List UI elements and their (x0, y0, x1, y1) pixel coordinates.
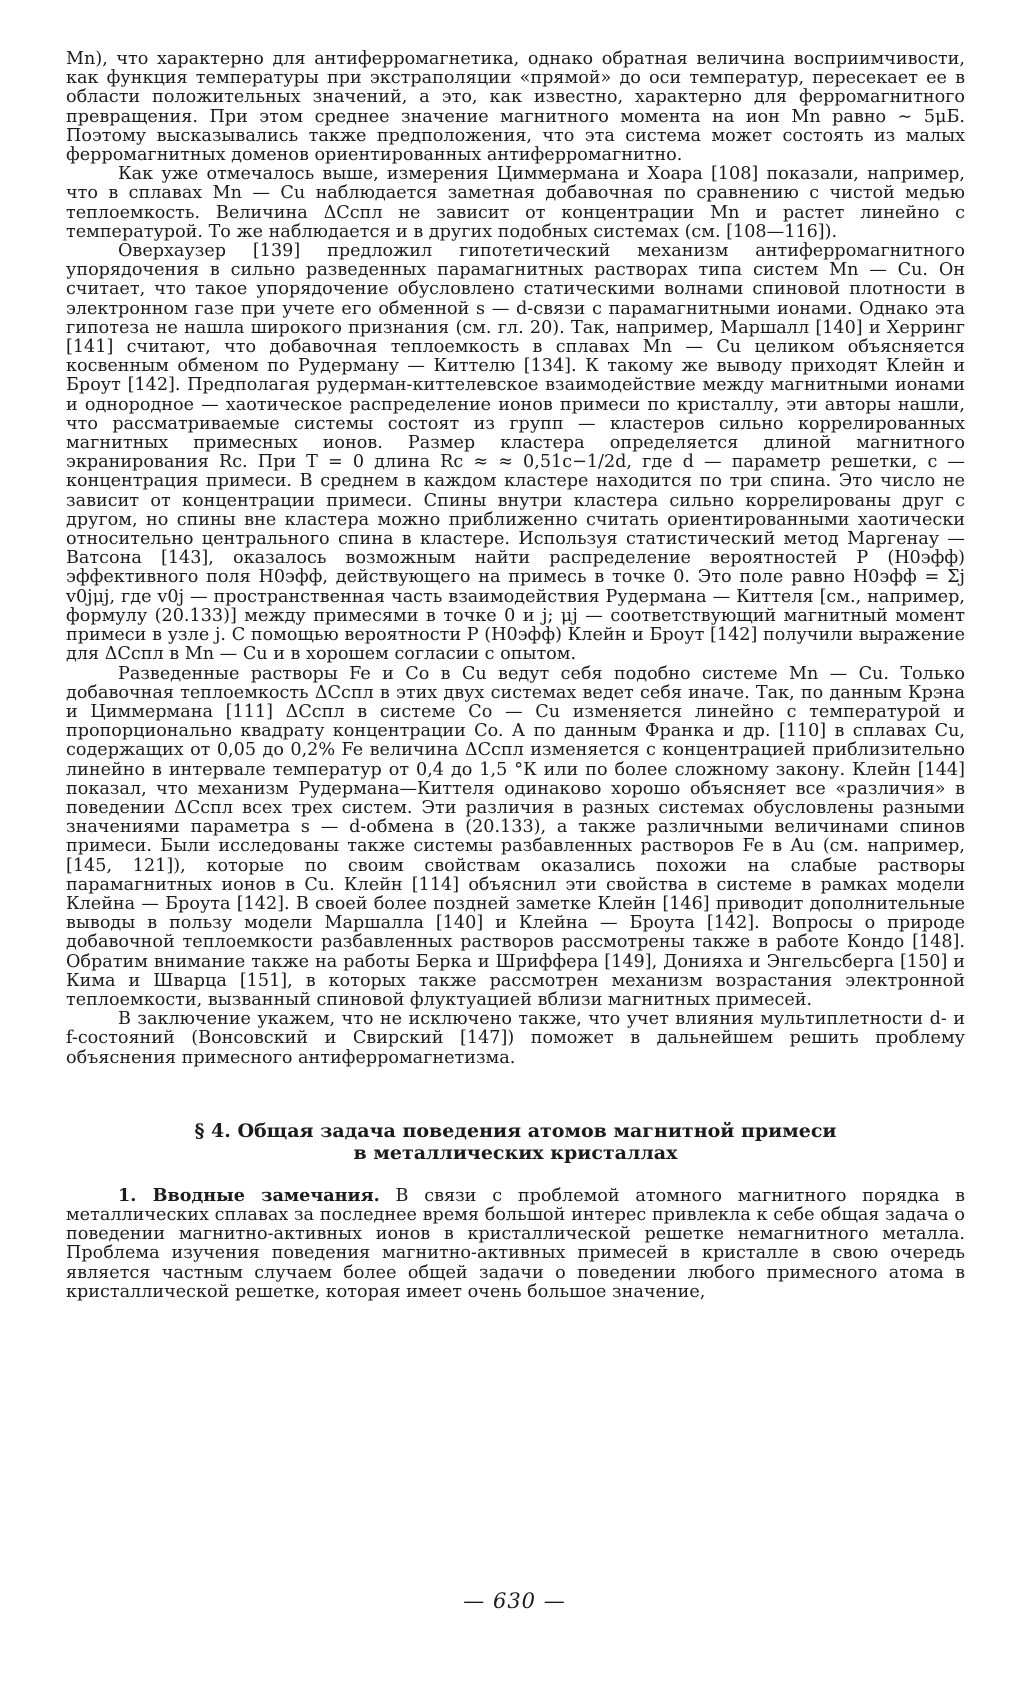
paragraph-conclusion: В заключение укажем, что не исключено также, что учет влияния мультиплетности d- и f-состояний (Вонсовский и Свирский [147]) поможет в дальнейшем решить проблему объяснения примесного антиферромагнетизма. (66, 1009, 965, 1068)
paragraph-continued: Mn), что характерно для антиферромагнетика, однако обратная величина восприимчивости, как функция температуры при экстраполяции «прямой» до оси температур, пересекает ее в области положительных значений, а это, как известно, характерно для ферромагнитного превращения. При этом среднее значение магнитного момента на ион Mn равно ∼ 5μБ. Поэтому высказывались также предположения, что эта система может состоять из малых ферромагнитных доменов ориентированных антиферромагнитно. (66, 49, 965, 166)
subsection-lead: 1. Вводные замечания. (118, 1184, 380, 1206)
section-heading-line-1: § 4. Общая задача поведения атомов магнитной примеси (194, 1119, 837, 1142)
page-number: — 630 — (463, 1589, 566, 1613)
section-heading (66, 1120, 965, 1164)
section-heading-line-2: в металлических кристаллах (353, 1141, 678, 1164)
paragraph-specific-heat: Как уже отмечалось выше, измерения Циммермана и Хоара [108] показали, например, что в сплавах Mn — Cu наблюдается заметная добавочная по сравнению с чистой медью теплоемкость. Величина ΔCспл не зависит от концентрации Mn и растет линейно с температурой. То же наблюдается и в других подобных системах (см. [108—116]). (66, 164, 965, 242)
paragraph-overhauser: Оверхаузер [139] предложил гипотетический механизм антиферромагнитного упорядочения в сильно разведенных парамагнитных растворах типа систем Mn — Cu. Он считает, что такое упорядочение обусловлено статическими волнами спиновой плотности в электронном газе при учете его обменной s — d-связи с парамагнитными ионами. Однако эта гипотеза не нашла широкого признания (см. гл. 20). Так, например, Маршалл [140] и Херринг [141] считают, что добавочная теплоемкость в сплавах Mn — Cu целиком объясняется косвенным обменом по Рудерману — Киттелю [134]. К такому же выводу приходят Клейн и Броут [142]. Предполагая рудерман-киттелевское взаимодействие между магнитными ионами и однородное — хаотическое распределение ионов примеси по кристаллу, эти авторы нашли, что рассматриваемые системы состоят из групп — кластеров сильно коррелированных магнитных примесных ионов. Размер кластера определяется длиной магнитного экранирования Rc. При T = 0 длина Rc ≈ ≈ 0,51c−1/2d, где d — параметр решетки, c — концентрация примеси. В среднем в каждом кластере находится по три спина. Это число не зависит от концентрации примеси. Спины внутри кластера сильно коррелированы друг с другом, но спины вне кластера можно приближенно считать ориентированными хаотически относительно центрального спина в кластере. Используя статистический метод Маргенау — Ватсона [143], оказалось возможным найти распределение вероятностей P (H0эфф) эффективного поля H0эфф, действующего на примесь в точке 0. Это поле равно H0эфф = Σj v0jμj, где v0j — пространственная часть взаимодействия Рудермана — Киттеля [см., например, формулу (20.133)] между примесями в точке 0 и j; μj — соответствующий магнитный момент примеси в узле j. С помощью вероятности P (H0эфф) Клейн и Броут [142] получили выражение для ΔCспл в Mn — Cu и в хорошем согласии с опытом. (66, 241, 965, 665)
subsection-text: В связи с проблемой атомного магнитного порядка в металлических сплавах за последнее время большой интерес привлекла к себе общая задача о поведении магнитно-активных ионов в кристаллической решетке немагнитного металла. Проблема изучения поведения магнитно-активных примесей в кристалле в свою очередь является частным случаем более общей задачи о поведении любого примесного атома в кристаллической решетке, которая имеет очень большое значение, (66, 1185, 965, 1302)
paragraph-fe-co-solutions: Разведенные растворы Fe и Co в Cu ведут себя подобно системе Mn — Cu. Только добавочная теплоемкость ΔCспл в этих двух системах ведет себя иначе. Так, по данным Крэна и Циммермана [111] ΔCспл в системе Co — Cu изменяется линейно с температурой и пропорционально квадрату концентрации Co. А по данным Франка и др. [110] в сплавах Cu, содержащих от 0,05 до 0,2% Fe величина ΔCспл изменяется с концентрацией приблизительно линейно в интервале температур от 0,4 до 1,5 °К или по более сложному закону. Клейн [144] показал, что механизм Рудермана—Киттеля одинаково хорошо объясняет все «различия» в поведении ΔCспл всех трех систем. Эти различия в разных системах обусловлены разными значениями параметра s — d-обмена в (20.133), а также различными величинами спинов примеси. Были исследованы также системы разбавленных растворов Fe в Au (см. например, [145, 121]), которые по своим свойствам оказались похожи на слабые растворы парамагнитных ионов в Cu. Клейн [114] объяснил эти свойства в системе в рамках модели Клейна — Броута [142]. В своей более поздней заметке Клейн [146] приводит дополнительные выводы в пользу модели Маршалла [140] и Клейна — Броута [142]. Вопросы о природе добавочной теплоемкости разбавленных растворов рассмотрены также в работе Кондо [148]. Обратим внимание также на работы Берка и Шриффера [149], Донияха и Энгельсберга [150] и Кима и Шварца [151], в которых также рассмотрен механизм возрастания электронной теплоемкости, вызванный спиновой флуктуацией вблизи магнитных примесей. (66, 663, 965, 1010)
subsection-paragraph (66, 1186, 965, 1302)
